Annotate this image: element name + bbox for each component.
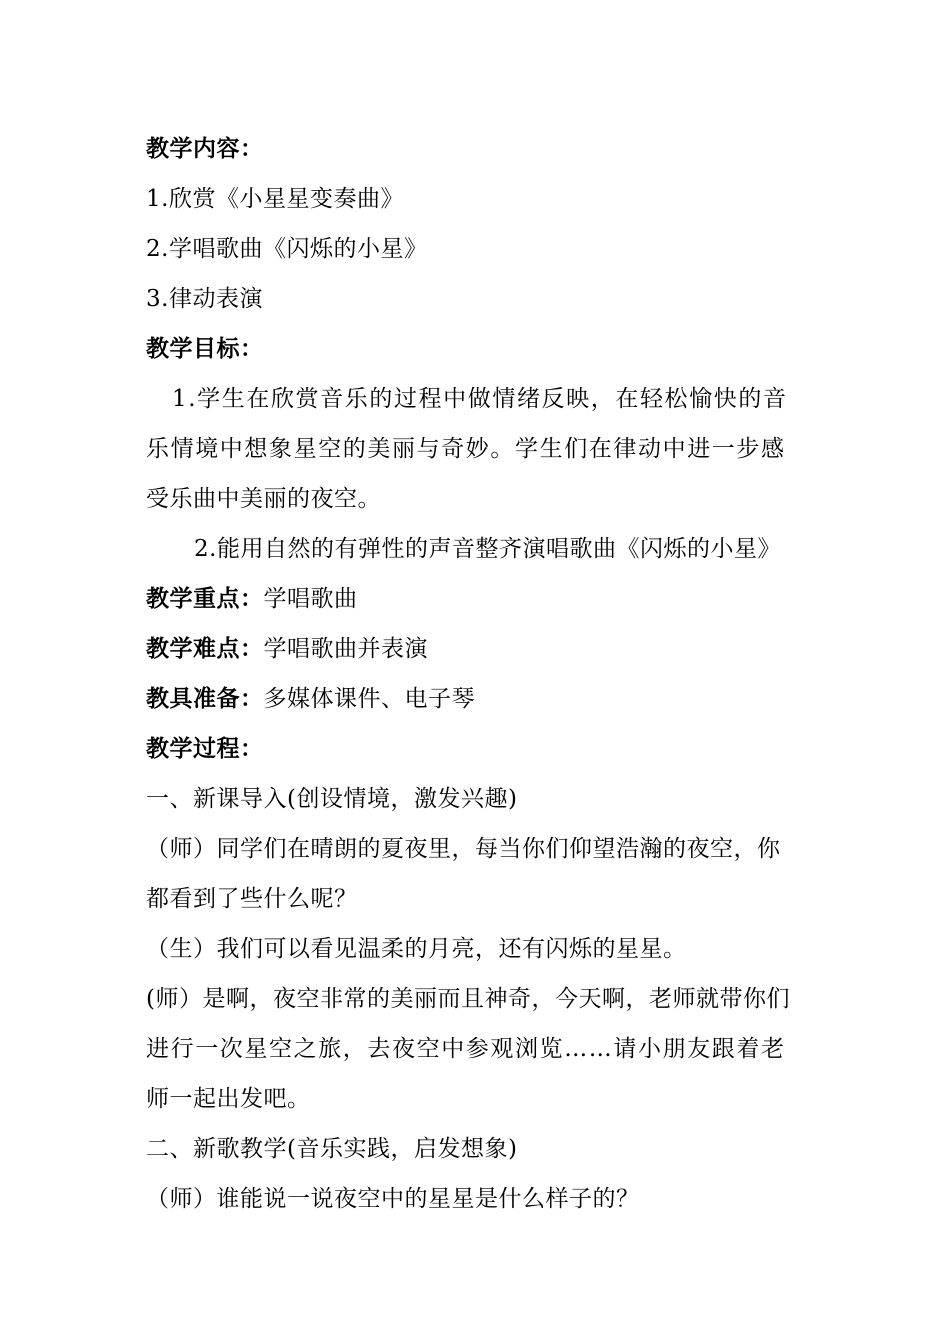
dialogue1-line-2: 都看到了些什么呢？ — [146, 886, 358, 912]
tools-row — [146, 684, 816, 714]
difficulty-label: 教学难点： — [146, 635, 264, 662]
dialogue3-line-2: 进行一次星空之旅，去夜空中参观浏览……请小朋友跟着老 — [146, 1036, 786, 1062]
goal1-line-3: 受乐曲中美丽的夜空。 — [146, 486, 381, 512]
key-point-row — [146, 584, 816, 614]
goal1-line-1: 1.学生在欣赏音乐的过程中做情绪反映，在轻松愉快的音 — [172, 386, 788, 412]
dialogue2: （生）我们可以看见温柔的月亮，还有闪烁的星星。 — [146, 936, 687, 962]
section1-title: 一、新课导入(创设情境，激发兴趣) — [146, 786, 518, 812]
goal1-line-2: 乐情境中想象星空的美丽与奇妙。学生们在律动中进一步感 — [146, 436, 786, 462]
process-heading: 教学过程： — [146, 735, 264, 762]
content-heading: 教学内容： — [146, 135, 264, 162]
tools-label: 教具准备： — [146, 685, 264, 712]
dialogue1-line-1: （师）同学们在晴朗的夏夜里，每当你们仰望浩瀚的夜空，你 — [146, 836, 781, 862]
dialogue3-line-1: (师）是啊，夜空非常的美丽而且神奇，今天啊，老师就带你们 — [146, 986, 790, 1012]
difficulty-value: 学唱歌曲并表演 — [263, 636, 428, 662]
goal2: 2.能用自然的有弹性的声音整齐演唱歌曲《闪烁的小星》 — [194, 536, 781, 562]
section2-title: 二、新歌教学(音乐实践，启发想象) — [146, 1136, 518, 1162]
dialogue3-line-3: 师一起出发吧。 — [146, 1086, 311, 1112]
difficulty-row — [146, 634, 816, 664]
content-item-3: 3.律动表演 — [146, 286, 263, 312]
content-item-2: 2.学唱歌曲《闪烁的小星》 — [146, 236, 428, 262]
tools-value: 多媒体课件、电子琴 — [263, 686, 475, 712]
content-item-1: 1.欣赏《小星星变奏曲》 — [146, 186, 404, 212]
dialogue4: （师）谁能说一说夜空中的星星是什么样子的？ — [146, 1186, 640, 1212]
goals-heading: 教学目标： — [146, 335, 264, 362]
key-point-label: 教学重点： — [146, 585, 264, 612]
key-point-value: 学唱歌曲 — [263, 586, 358, 612]
